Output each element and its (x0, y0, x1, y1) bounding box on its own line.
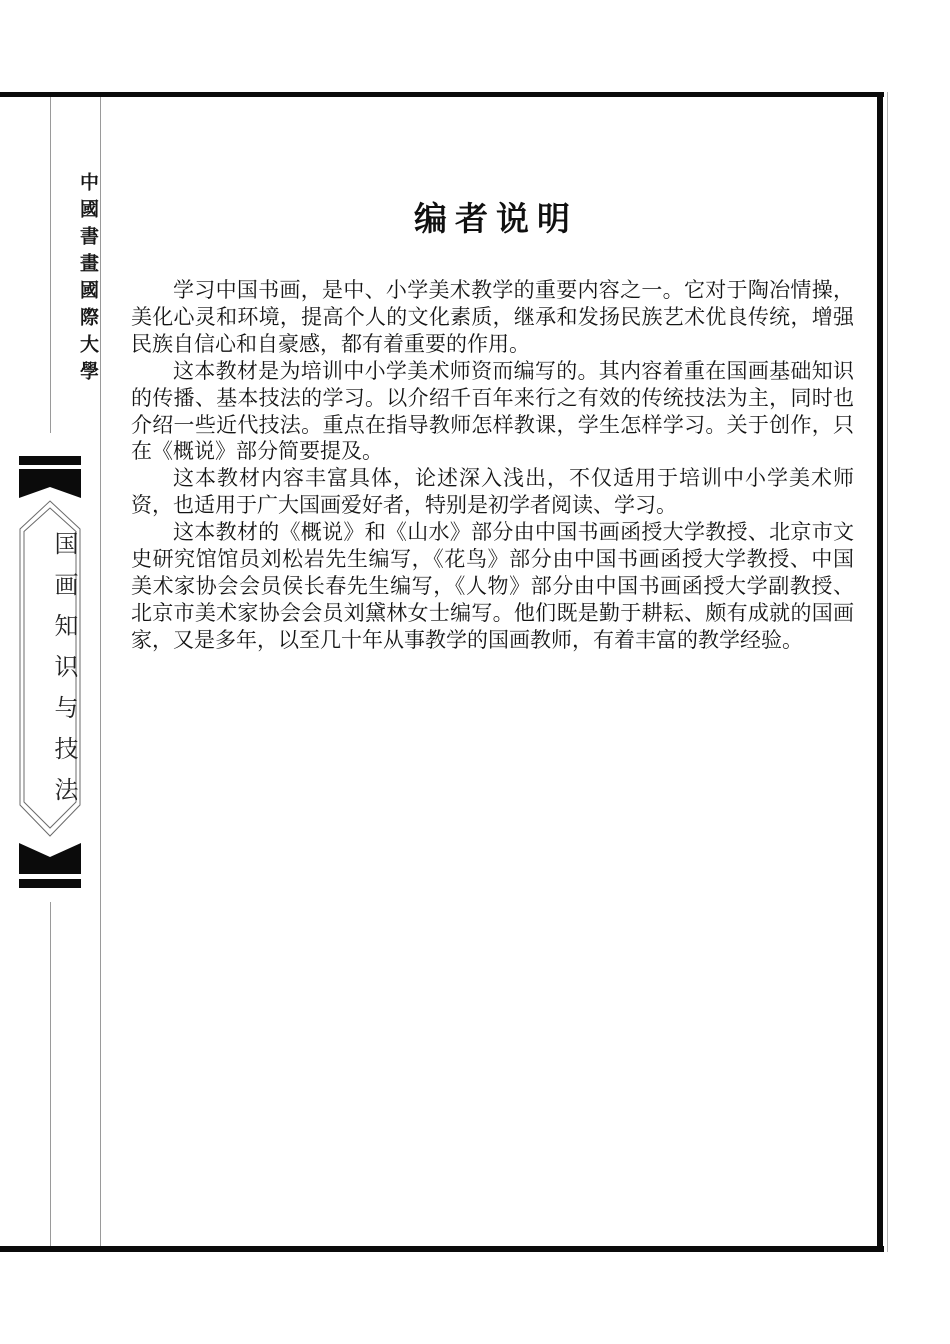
body-paragraph: 这本教材内容丰富具体，论述深入浅出，不仅适用于培训中小学美术师资，也适用于广大国画爱好者，特别是初学者阅读、学习。 (131, 466, 854, 518)
spine-university-label: 中國書畫國際大學 (77, 172, 98, 388)
page-title: 编者说明 (414, 202, 578, 238)
ribbon-bottom-bar (19, 879, 81, 888)
body-paragraph: 这本教材的《概说》和《山水》部分由中国书画函授大学教授、北京市文史研究馆馆员刘松岩先生编写，《花鸟》部分由中国书画函授大学教授、中国美术家协会会员侯长春先生编写，《人物》部分由中国书画函授大学副教授、北京市美术家协会会员刘黛林女士编写。他们既是勤于耕耘、颇有成就的国画家，又是多年，以至几十年从事教学的国画教师，有着丰富的教学经验。 (131, 520, 854, 652)
ribbon-bottom-fold-icon (19, 843, 81, 874)
frame-right-border (877, 92, 883, 1252)
ribbon-top-fold-icon (19, 468, 81, 498)
body-paragraph: 学习中国书画，是中、小学美术教学的重要内容之一。它对于陶冶情操，美化心灵和环境，提高个人的文化素质，继承和发扬民族艺术优良传统，增强民族自信心和自豪感，都有着重要的作用。 (131, 278, 854, 356)
frame-right-hairline (887, 92, 888, 1252)
frame-bottom-border (0, 1246, 884, 1252)
ribbon-top-bar (19, 456, 81, 465)
frame-top-border (0, 92, 884, 97)
spine-left-rule-lower (50, 902, 51, 1246)
body-paragraph: 这本教材是为培训中小学美术师资而编写的。其内容着重在国画基础知识的传播、基本技法的学习。以介绍千百年来行之有效的传统技法为主，同时也介绍一些近代技法。重点在指导教师怎样教课，学生怎样学习。关于创作，只在《概说》部分简要提及。 (131, 358, 854, 464)
series-title-label: 国画知识与技法 (50, 530, 76, 818)
editor-note-body (131, 277, 854, 654)
